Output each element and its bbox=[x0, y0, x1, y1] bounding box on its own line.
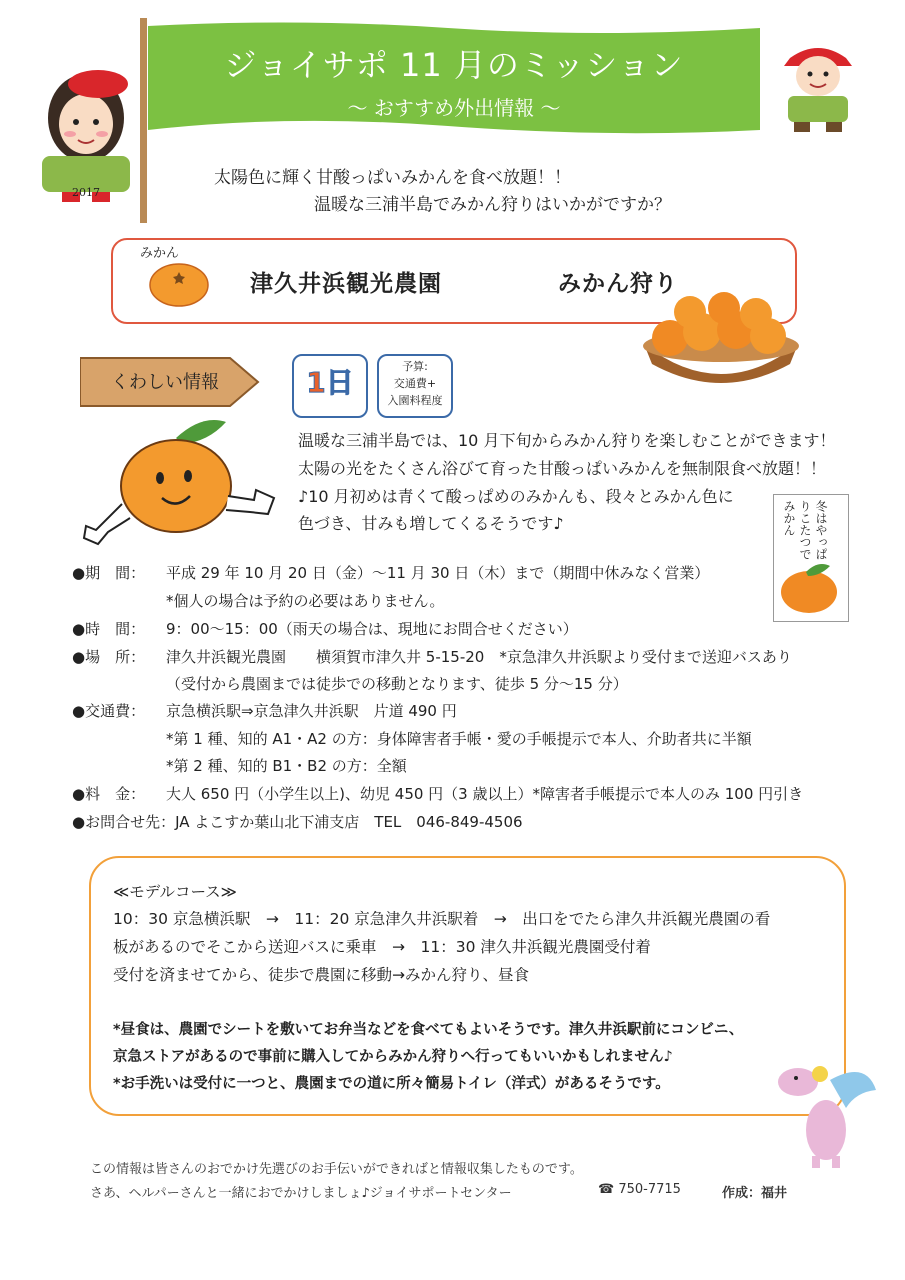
model-course-line-1: 10：30 京急横浜駅 → 11：20 京急津久井浜駅着 → 出口をでたら津久井浜観光農園の看 bbox=[113, 910, 771, 928]
facility-name: 津久井浜観光農園 bbox=[250, 271, 442, 297]
footer-line-2: さあ、ヘルパーさんと一緒におでかけしましょ♪ジョイサポートセンター bbox=[90, 1186, 512, 1201]
intro-line-1: 太陽色に輝く甘酸っぱいみかんを食べ放題！！ bbox=[214, 168, 571, 188]
fare-note-1: *第 1 種、知的 A1・A2 の方：身体障害者手帳・愛の手帳提示で本人、介助者共に半額 bbox=[166, 730, 752, 748]
lunch-note-2: 京急ストアがあるので事前に購入してからみかん狩りへ行ってもいいかもしれません♪ bbox=[113, 1049, 673, 1065]
fee-value: 大人 650 円（小学生以上)、幼児 450 円（3 歳以上）*障害者手帳提示で本人のみ 100 円引き bbox=[166, 785, 804, 803]
model-course-line-2: 板があるのでそこから送迎バスに乗車 → 11：30 津久井浜観光農園受付着 bbox=[113, 938, 651, 956]
girl-mascot-illustration bbox=[32, 66, 140, 204]
period-label: ●期 間： bbox=[72, 564, 146, 582]
duration-value: 1日 bbox=[306, 366, 354, 399]
details-label: くわしい情報 bbox=[111, 372, 219, 393]
author-credit: 作成：福井 bbox=[722, 1186, 788, 1201]
description-line-2: 太陽の光をたくさん浴びて育った甘酸っぱいみかんを無制限食べ放題！！ bbox=[298, 459, 827, 478]
fare-value: 京急横浜駅⇒京急津久井浜駅 片道 490 円 bbox=[166, 702, 457, 720]
place-label: ●場 所： bbox=[72, 648, 146, 666]
center-phone: ☎ 750-7715 bbox=[598, 1182, 681, 1197]
fee-label: ●料 金： bbox=[72, 785, 146, 803]
boy-mascot-illustration bbox=[778, 40, 858, 136]
time-label: ●時 間： bbox=[72, 620, 146, 638]
budget-text bbox=[377, 358, 453, 409]
period-value: 平成 29 年 10 月 20 日（金）～11 月 30 日（木）まで（期間中休みなく営業） bbox=[166, 564, 710, 582]
budget-line-1: 交通費+ bbox=[393, 377, 437, 390]
year-label: 2017 bbox=[72, 186, 100, 199]
footer-line-1: この情報は皆さんのおでかけ先選びのお手伝いができればと情報収集したものです。 bbox=[90, 1162, 583, 1177]
time-value: 9：00～15：00（雨天の場合は、現地にお問合せください） bbox=[166, 620, 578, 638]
poster-text: 冬はやっぱりこたつでみかん bbox=[782, 500, 828, 560]
page-subtitle: ～ おすすめ外出情報 ～ bbox=[347, 96, 561, 120]
contact-info: ●お問合せ先：JA よこすか葉山北下浦支店 TEL 046-849-4506 bbox=[72, 813, 523, 831]
fare-label: ●交通費： bbox=[72, 702, 146, 720]
mikan-icon bbox=[148, 260, 210, 308]
period-note: *個人の場合は予約の必要はありません。 bbox=[166, 592, 445, 610]
orange-basket-illustration bbox=[640, 292, 802, 390]
model-course-line-3: 受付を済ませてから、徒歩で農園に移動→みかん狩り、昼食 bbox=[113, 966, 529, 984]
fare-note-2: *第 2 種、知的 B1・B2 の方：全額 bbox=[166, 757, 407, 775]
description-line-1: 温暖な三浦半島では、10 月下旬からみかん狩りを楽しむことができます！ bbox=[298, 431, 836, 450]
page-title: ジョイサポ 11 月のミッション bbox=[224, 46, 684, 84]
activity-name: みかん狩り bbox=[558, 271, 678, 297]
mikan-ruby: みかん bbox=[140, 246, 180, 261]
budget-line-2: 入園料程度 bbox=[387, 394, 443, 407]
dragon-mascot-illustration bbox=[776, 1060, 878, 1170]
intro-line-2: 温暖な三浦半島でみかん狩りはいかがですか？ bbox=[314, 195, 671, 215]
description-line-4: 色づき、甘みも増してくるそうです♪ bbox=[298, 514, 564, 533]
model-course-title: ≪モデルコース≫ bbox=[113, 883, 237, 901]
budget-label: 予算: bbox=[402, 360, 428, 373]
flag-pole bbox=[140, 18, 147, 223]
description-line-3: ♪10 月初めは青くて酸っぱめのみかんも、段々とみかん色に bbox=[298, 487, 734, 506]
place-value: 津久井浜観光農園 横須賀市津久井 5-15-20 *京急津久井浜駅より受付まで送迎バスあり bbox=[166, 648, 792, 666]
toilet-note: *お手洗いは受付に一つと、農園までの道に所々簡易トイレ（洋式）があるそうです。 bbox=[113, 1076, 670, 1092]
place-note: （受付から農園までは徒歩での移動となります、徒歩 5 分～15 分） bbox=[166, 675, 628, 693]
lunch-note-1: *昼食は、農園でシートを敷いてお弁当などを食べてもよいそうです。津久井浜駅前にコンビニ、 bbox=[113, 1022, 744, 1038]
mikan-character-illustration bbox=[78, 414, 284, 556]
poster-orange-icon bbox=[776, 558, 842, 616]
